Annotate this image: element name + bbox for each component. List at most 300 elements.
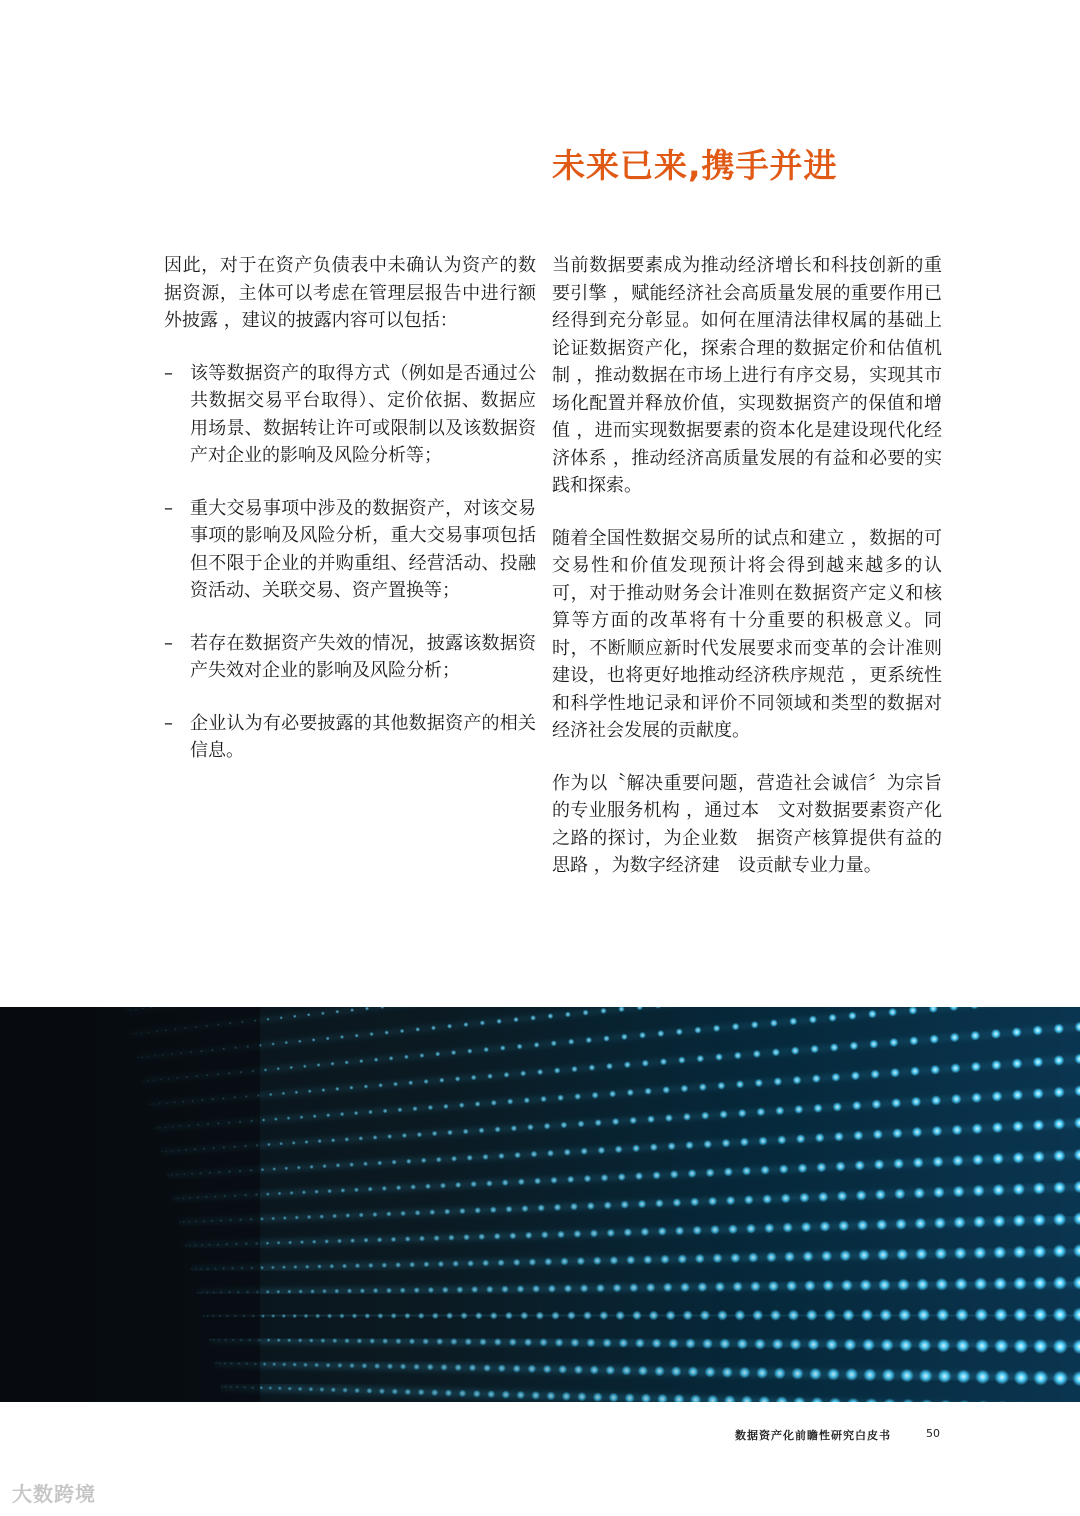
light-dot <box>753 1050 761 1058</box>
light-dot <box>688 1169 697 1178</box>
light-dot <box>853 1130 863 1140</box>
light-dot <box>623 1228 632 1237</box>
light-dot <box>760 1165 770 1175</box>
light-dot <box>695 1254 705 1264</box>
light-dot <box>465 1338 473 1346</box>
light-dot <box>274 1117 278 1121</box>
light-dot <box>532 1285 540 1293</box>
light-dot <box>261 1168 265 1172</box>
light-dot <box>339 1313 344 1318</box>
light-dot <box>513 1364 521 1372</box>
light-dot <box>710 1225 720 1235</box>
light-dot <box>668 1338 678 1348</box>
light-dot <box>509 1232 516 1239</box>
light-dot <box>282 1265 286 1269</box>
light-dot <box>452 1260 459 1267</box>
light-dot <box>775 1106 784 1115</box>
light-dot <box>919 1369 933 1383</box>
light-dot <box>724 1395 736 1402</box>
light-dot <box>574 1365 583 1374</box>
light-dot <box>601 1174 609 1182</box>
light-dot <box>283 1216 287 1220</box>
light-dot <box>662 1086 670 1094</box>
light-dot <box>405 1236 411 1242</box>
light-dot <box>690 1197 699 1206</box>
light-dot <box>288 1240 292 1244</box>
light-dot <box>439 1078 444 1083</box>
light-dot <box>1012 1089 1023 1100</box>
light-dot <box>932 1156 943 1167</box>
light-dot <box>368 1187 373 1192</box>
light-dot <box>647 1115 655 1123</box>
light-dot <box>848 1012 857 1021</box>
light-dot <box>857 1220 868 1231</box>
light-dot <box>504 1072 510 1078</box>
light-dot <box>1053 1371 1069 1387</box>
light-dot <box>335 1087 339 1091</box>
light-dot <box>1013 1183 1025 1195</box>
light-dot <box>546 1391 555 1400</box>
light-dot <box>642 1060 649 1067</box>
light-dot <box>869 1040 878 1049</box>
light-dot <box>440 1183 446 1189</box>
light-dot <box>352 1313 358 1319</box>
light-dot <box>534 1042 540 1048</box>
light-dot <box>500 1045 506 1051</box>
light-dot <box>309 1165 313 1169</box>
light-dot <box>260 1217 264 1221</box>
light-dot <box>882 1368 896 1382</box>
light-dot <box>592 1092 599 1099</box>
light-dot <box>821 1250 832 1261</box>
light-dot <box>658 1227 667 1236</box>
light-dot <box>677 1254 687 1264</box>
light-dot <box>444 1208 450 1214</box>
light-dot <box>276 1067 280 1071</box>
light-dot <box>505 1206 512 1213</box>
light-dot <box>655 1007 662 1009</box>
intro-paragraph: 因此，对于在资产负债表中未确认为资产的数据资源，主体可以考虑在管理层报告中进行额外披露 ，建议的披露内容可以包括： <box>164 255 536 331</box>
light-dot <box>609 1256 618 1265</box>
dark-vignette <box>0 1007 260 1402</box>
light-dot <box>772 1338 784 1350</box>
light-dot <box>374 1363 380 1369</box>
light-dot <box>590 1365 600 1375</box>
light-dot <box>373 1135 378 1140</box>
light-dot <box>428 1287 435 1294</box>
light-dot <box>483 1047 489 1053</box>
light-dot <box>618 1007 625 1012</box>
light-dot <box>497 1259 504 1266</box>
light-dot <box>331 1387 336 1392</box>
light-dot <box>491 1100 497 1106</box>
light-dot <box>994 1339 1009 1354</box>
light-dot <box>951 1094 962 1105</box>
light-dot <box>626 1255 635 1264</box>
light-dot <box>1012 1058 1023 1069</box>
light-dot <box>878 1279 890 1291</box>
light-dot <box>1033 1276 1047 1290</box>
light-dot <box>417 1132 423 1138</box>
light-dot <box>865 1398 879 1402</box>
light-dot <box>973 1185 985 1197</box>
light-dot <box>856 1190 867 1201</box>
light-dot <box>809 1015 817 1023</box>
light-dot <box>272 1362 276 1366</box>
light-dot <box>994 1308 1008 1322</box>
light-dot <box>970 1007 980 1009</box>
light-dot <box>625 1393 635 1402</box>
light-dot <box>1072 1371 1080 1387</box>
light-dot <box>537 1069 543 1075</box>
light-dot <box>440 1364 447 1371</box>
body-paragraph: 作为以〝解决重要问题，营造社会诚信〞为宗旨的专业服务机构 ，通过本 文对数据要素资产化之路的探讨，为企业数 据资产核算提供有益的思路 ，为数字经济建 设贡献专业力量。 <box>552 772 942 876</box>
light-dot <box>916 1278 929 1291</box>
light-dot <box>909 1036 918 1045</box>
light-dot <box>300 1115 304 1119</box>
light-dot <box>326 1037 330 1041</box>
light-dot <box>1074 1053 1080 1064</box>
light-dot <box>750 1281 761 1292</box>
light-dot <box>802 1251 813 1262</box>
light-dot <box>293 1265 297 1269</box>
light-dot <box>636 1007 643 1010</box>
light-dot <box>1012 1152 1024 1164</box>
light-dot <box>459 1390 467 1398</box>
light-dot <box>397 1107 402 1112</box>
light-dot <box>271 1042 274 1045</box>
light-dot <box>613 1283 622 1292</box>
light-dot <box>754 1338 766 1350</box>
light-dot <box>463 1022 468 1027</box>
light-dot <box>793 1076 802 1085</box>
light-dot <box>789 1017 797 1025</box>
light-dot <box>841 1279 853 1291</box>
light-dot <box>740 1137 749 1146</box>
light-dot <box>819 1221 830 1232</box>
light-dot <box>929 1034 939 1044</box>
body-paragraph: 当前数据要素成为推动经济增长和科技创新的重要引擎 ，赋能经济社会高质量发展的重要作用已经得到充分彰显。如何在厘清法律权属的基础上论证数据资产化，探索合理的数据定价和估值机制 ，推动数据在市场上进行有序交易，实现其市场化配置并释放价值，实现数据资产的保值和增值 ，进而实现数据要素的资本化是建设现代化经济体系 ，推动经济高质量发展的有益和必要的实践和探索。 <box>552 255 942 496</box>
light-dot <box>266 1018 269 1021</box>
light-dot <box>993 1246 1006 1259</box>
light-dot <box>949 1007 958 1011</box>
light-dot <box>621 1033 628 1040</box>
light-dot <box>516 1391 525 1400</box>
light-dot <box>798 1163 808 1173</box>
light-dot <box>918 1339 932 1353</box>
light-dot <box>380 1007 384 1009</box>
light-dot <box>442 1286 449 1293</box>
light-dot <box>890 1068 900 1078</box>
light-dot <box>400 1287 406 1293</box>
light-dot <box>459 1102 465 1108</box>
light-dot <box>486 1180 493 1187</box>
light-dot <box>431 1025 436 1030</box>
light-dot <box>972 1154 984 1166</box>
list-item-text: 若存在数据资产失效的情况，披露该数据资产失效对企业的影响及风险分析； <box>190 632 536 681</box>
light-dot <box>976 1400 991 1402</box>
light-dot <box>297 1166 301 1170</box>
light-dot <box>459 1208 466 1215</box>
light-dot <box>530 1015 536 1021</box>
light-dot <box>920 1399 934 1402</box>
light-dot <box>282 1314 286 1318</box>
light-dot <box>276 1290 280 1294</box>
light-dot <box>972 1123 983 1134</box>
light-dot <box>478 1127 484 1133</box>
light-dot <box>675 1226 684 1235</box>
light-dot <box>571 1066 578 1073</box>
light-dot <box>992 1122 1003 1133</box>
light-dot <box>791 1046 800 1055</box>
light-dot <box>640 1227 649 1236</box>
light-dot <box>863 1368 876 1381</box>
light-dot <box>742 1166 751 1175</box>
light-dot <box>732 1023 740 1031</box>
light-dot <box>901 1399 915 1402</box>
light-dot <box>324 1239 329 1244</box>
light-dot <box>272 1167 276 1171</box>
light-dot <box>382 1186 387 1191</box>
light-dot <box>463 1129 469 1135</box>
light-dot <box>554 1067 561 1074</box>
light-dot <box>429 1209 435 1215</box>
light-dot <box>629 1283 638 1292</box>
light-dot <box>667 1142 675 1150</box>
list-item <box>164 710 536 765</box>
light-dot <box>722 1139 731 1148</box>
light-dot <box>595 1119 602 1126</box>
light-dot <box>318 1139 322 1143</box>
light-dot <box>974 1277 987 1290</box>
light-dot <box>513 1017 519 1023</box>
light-dot <box>826 1339 838 1351</box>
light-dot <box>607 1229 616 1238</box>
light-dot <box>764 1223 774 1233</box>
light-dot <box>1013 1245 1026 1258</box>
light-dot <box>483 1364 491 1372</box>
light-dot <box>308 1089 312 1093</box>
light-dot <box>531 1151 538 1158</box>
light-dot <box>479 1338 487 1346</box>
dash-marker: – <box>164 497 173 519</box>
light-dot <box>537 1204 545 1212</box>
light-dot <box>1033 1057 1044 1068</box>
light-dot <box>271 1217 275 1221</box>
light-dot <box>692 1226 702 1236</box>
light-dot <box>609 1090 616 1097</box>
light-dot <box>321 1011 325 1015</box>
light-dot <box>580 1284 589 1293</box>
list-item <box>164 360 536 470</box>
light-dot <box>830 1043 839 1052</box>
light-dot <box>954 1247 967 1260</box>
light-dot <box>384 1030 389 1035</box>
light-dot <box>525 1232 533 1240</box>
light-dot <box>295 1215 299 1219</box>
light-dot <box>938 1400 953 1403</box>
light-dot <box>933 1186 945 1198</box>
light-dot <box>734 1310 745 1321</box>
right-column <box>552 252 942 905</box>
light-dot <box>971 1062 981 1072</box>
light-dot <box>828 1014 836 1022</box>
light-dot <box>551 1311 560 1320</box>
light-dot <box>267 1338 271 1342</box>
light-dot <box>540 1096 547 1103</box>
light-dot <box>776 1396 789 1402</box>
light-dot <box>1073 1244 1080 1258</box>
light-dot <box>373 1288 379 1294</box>
light-dot <box>713 1025 721 1033</box>
light-dot <box>501 1285 509 1293</box>
light-dot <box>475 1101 481 1107</box>
light-dot <box>589 1064 596 1071</box>
light-dot <box>290 1191 294 1195</box>
light-dot <box>282 1092 286 1096</box>
light-dot <box>412 1106 417 1111</box>
light-dot <box>560 1122 567 1129</box>
light-dot <box>953 1216 965 1228</box>
light-dot <box>1012 1027 1022 1037</box>
light-dot <box>266 1290 270 1294</box>
light-dot <box>586 1037 593 1044</box>
light-dot <box>418 1389 425 1396</box>
light-dot <box>879 1309 892 1322</box>
light-dot <box>287 1289 291 1293</box>
light-dot <box>908 1007 917 1015</box>
light-dot <box>443 1104 449 1110</box>
light-dot <box>395 1262 401 1268</box>
light-dot <box>418 1313 425 1320</box>
light-dot <box>1013 1339 1028 1354</box>
light-dot <box>517 1285 525 1293</box>
light-dot <box>934 1217 946 1229</box>
light-dot <box>697 1282 707 1292</box>
light-dot <box>1073 1307 1080 1322</box>
light-dot <box>268 1386 272 1390</box>
light-dot <box>748 1252 759 1263</box>
light-dot <box>624 1061 631 1068</box>
light-dot <box>683 1113 691 1121</box>
light-dot <box>883 1398 897 1402</box>
light-dot <box>557 1230 565 1238</box>
light-dot <box>936 1308 949 1321</box>
light-dot <box>752 1310 763 1321</box>
light-dot <box>730 1253 740 1263</box>
light-dot <box>284 1166 288 1170</box>
light-dot <box>282 1362 286 1366</box>
light-dot <box>344 1137 349 1142</box>
light-dot <box>292 1141 296 1145</box>
light-dot <box>541 1231 549 1239</box>
light-dot <box>737 1338 748 1349</box>
light-dot <box>671 1366 682 1377</box>
light-dot <box>292 1362 297 1367</box>
light-dot <box>347 1288 352 1293</box>
light-dot <box>898 1309 911 1322</box>
light-dot <box>393 1082 398 1087</box>
light-dot <box>322 1164 327 1169</box>
light-dot <box>1074 1085 1080 1097</box>
light-dot <box>809 1368 822 1381</box>
light-dot <box>470 1181 477 1188</box>
light-dot <box>899 1339 912 1352</box>
list-item-text: 该等数据资产的取得方式（例如是否通过公共数据交易平台取得）、定价依据、数据应用场景、数据转让许可或限制以及该数据资产对企业的影响及风险分析等； <box>190 362 536 466</box>
light-dot <box>881 1339 894 1352</box>
light-dot <box>1053 1244 1067 1258</box>
light-dot <box>897 1278 910 1291</box>
light-dot <box>436 1338 443 1345</box>
light-dot <box>288 1386 292 1390</box>
light-dot <box>331 1138 336 1143</box>
light-dot <box>935 1247 948 1260</box>
light-dot <box>680 1085 688 1093</box>
light-dot <box>652 1338 662 1348</box>
light-dot <box>337 1363 342 1368</box>
light-dot <box>391 1313 397 1319</box>
light-dot <box>570 1338 579 1347</box>
light-dot <box>615 1311 625 1321</box>
light-dot <box>914 1187 926 1199</box>
light-dot <box>1073 1276 1080 1290</box>
light-dot <box>590 1229 598 1237</box>
light-dot <box>768 1281 779 1292</box>
light-dot <box>577 1392 587 1402</box>
light-dot <box>726 1196 736 1206</box>
light-dot <box>914 1218 926 1230</box>
light-dot <box>1033 1213 1046 1226</box>
light-dot <box>438 1261 445 1268</box>
light-dot <box>312 1240 317 1245</box>
light-dot <box>482 1259 489 1266</box>
light-dot <box>1014 1401 1030 1402</box>
light-dot <box>314 1363 319 1368</box>
light-dot <box>355 1263 360 1268</box>
light-dot <box>770 1310 781 1321</box>
light-dot <box>746 1224 756 1234</box>
light-dot <box>929 1007 938 1013</box>
light-dot <box>400 1363 407 1370</box>
light-dot <box>834 1132 844 1142</box>
light-dot <box>474 1207 481 1214</box>
light-dot <box>446 1312 453 1319</box>
light-dot <box>707 1395 719 1402</box>
light-dot <box>932 1126 943 1137</box>
light-dot <box>309 1338 314 1343</box>
light-dot <box>381 1262 387 1268</box>
light-dot <box>680 1282 690 1292</box>
light-dot <box>782 1222 793 1233</box>
light-dot <box>280 1016 283 1019</box>
light-dot <box>672 1198 681 1207</box>
light-dot <box>770 1019 778 1027</box>
light-dot <box>599 1311 608 1320</box>
light-dot <box>609 1393 619 1403</box>
light-dot <box>349 1363 355 1369</box>
light-dot <box>699 1083 707 1091</box>
light-dot <box>991 1029 1001 1039</box>
light-dot <box>1053 1276 1067 1290</box>
light-dot <box>419 1235 425 1241</box>
light-dot <box>547 1013 553 1019</box>
light-dot <box>524 1338 532 1346</box>
light-dot <box>701 1111 709 1119</box>
light-dot <box>931 1095 941 1105</box>
light-dot <box>811 1397 824 1402</box>
light-dot <box>357 1338 363 1344</box>
light-dot <box>975 1339 989 1353</box>
